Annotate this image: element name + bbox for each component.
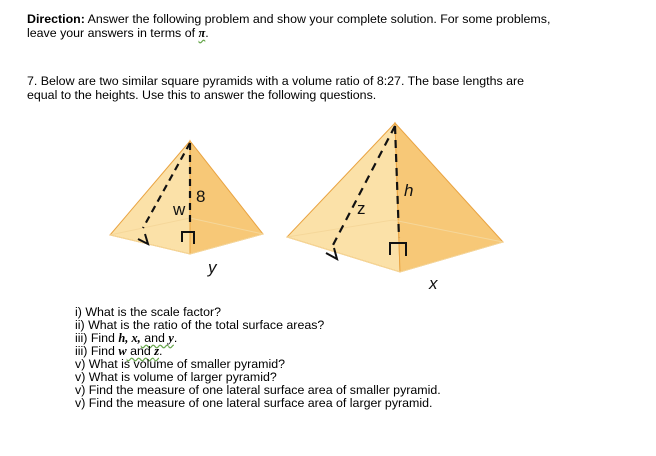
direction-text: Answer the following problem and show your complete solution. For some problems, bbox=[84, 12, 551, 26]
small-height-label: 8 bbox=[196, 187, 206, 206]
q4-end: . bbox=[159, 344, 163, 358]
question-5: v) What is volume of smaller pyramid? bbox=[75, 357, 286, 371]
large-base-label: x bbox=[429, 274, 438, 293]
question-6: v) What is volume of larger pyramid? bbox=[75, 370, 277, 384]
q3-y: y bbox=[168, 331, 174, 345]
problem-line-2: equal to the heights. Use this to answer the following questions. bbox=[27, 88, 377, 102]
pi-symbol: π bbox=[198, 26, 206, 40]
q3-vars: h, x, bbox=[118, 331, 141, 345]
q4-prefix: iii) Find bbox=[75, 344, 119, 358]
small-w-label: w bbox=[173, 200, 186, 219]
problem-line-1: 7. Below are two similar square pyramids with a volume ratio of 8:27. The base lengths are bbox=[27, 74, 525, 88]
period: . bbox=[205, 26, 209, 40]
q4-z: z bbox=[154, 344, 160, 358]
question-2: ii) What is the ratio of the total surface areas? bbox=[75, 318, 325, 332]
small-pyramid-left-face bbox=[110, 141, 190, 254]
q3-and: and bbox=[140, 331, 169, 345]
q3-prefix: iii) Find bbox=[75, 331, 119, 345]
large-pyramid bbox=[287, 123, 503, 293]
direction-text-2: leave your answers in terms of bbox=[27, 26, 199, 40]
question-1: i) What is the scale factor? bbox=[75, 305, 221, 319]
q4-and: and bbox=[126, 344, 155, 358]
q3-end: . bbox=[173, 331, 178, 345]
small-base-label: y bbox=[208, 258, 217, 277]
small-pyramid bbox=[110, 141, 263, 277]
direction-label: Direction: bbox=[27, 12, 85, 26]
question-7: v) Find the measure of one lateral surface area of smaller pyramid. bbox=[75, 383, 441, 397]
large-z-label: z bbox=[357, 199, 366, 218]
question-8: v) Find the measure of one lateral surface area of larger pyramid. bbox=[75, 396, 433, 410]
large-height-label: h bbox=[404, 181, 414, 200]
q4-w: w bbox=[118, 344, 127, 358]
large-pyramid-left-face bbox=[287, 123, 400, 272]
